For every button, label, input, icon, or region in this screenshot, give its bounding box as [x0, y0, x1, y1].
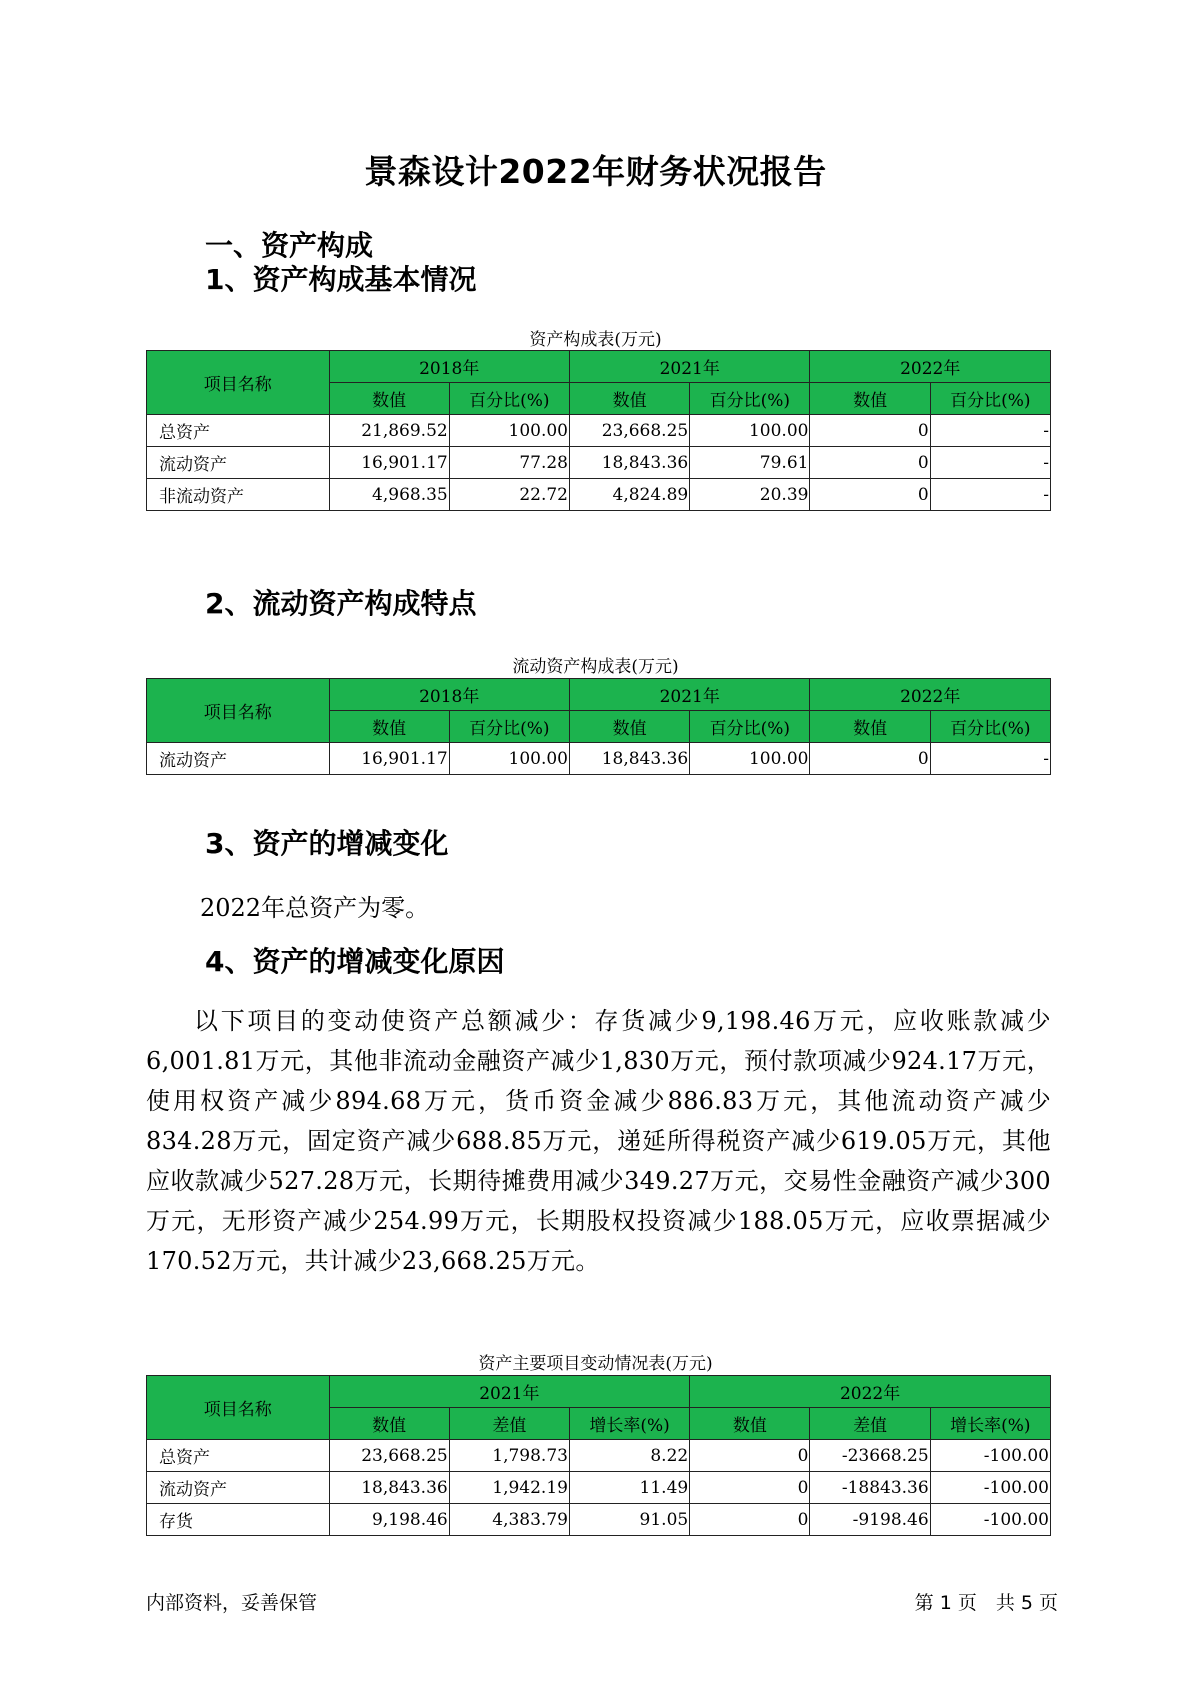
cell: -100.00: [930, 1504, 1050, 1536]
table-row: [147, 1504, 1051, 1536]
header-year: 2022年: [810, 679, 1051, 711]
row-name: 总资产: [147, 1440, 330, 1472]
cell: 91.05: [569, 1504, 689, 1536]
header-year: 2021年: [569, 679, 809, 711]
cell: -18843.36: [810, 1472, 930, 1504]
section-heading-asset-composition: 一、资产构成: [205, 229, 374, 262]
cell: 0: [690, 1440, 810, 1472]
header-year: 2018年: [329, 679, 569, 711]
header-value: 数值: [569, 383, 689, 415]
header-year: 2022年: [810, 351, 1051, 383]
cell: 100.00: [690, 415, 810, 447]
table-row: [147, 1472, 1051, 1504]
row-name: 存货: [147, 1504, 330, 1536]
cell: 16,901.17: [329, 447, 449, 479]
current-assets-table: [146, 678, 1051, 775]
header-value: 数值: [329, 383, 449, 415]
cell: -9198.46: [810, 1504, 930, 1536]
table3-caption: 资产主要项目变动情况表(万元): [478, 1354, 713, 1374]
cell: 1,798.73: [449, 1440, 569, 1472]
cell: 23,668.25: [569, 415, 689, 447]
cell: 22.72: [449, 479, 569, 511]
cell: 4,968.35: [329, 479, 449, 511]
table-row: [147, 1440, 1051, 1472]
row-name: 流动资产: [147, 743, 330, 775]
document-title: 景森设计2022年财务状况报告: [364, 152, 827, 191]
cell: 100.00: [449, 743, 569, 775]
header-value: 数值: [810, 383, 930, 415]
cell: -: [930, 479, 1050, 511]
cell: -: [930, 415, 1050, 447]
cell: -23668.25: [810, 1440, 930, 1472]
header-percent: 百分比(%): [690, 383, 810, 415]
cell: 18,843.36: [569, 447, 689, 479]
cell: 23,668.25: [329, 1440, 449, 1472]
row-name: 总资产: [147, 415, 330, 447]
change-reasons-paragraph: 以下项目的变动使资产总额减少：存货减少9,198.46万元，应收账款减少6,001.81万元，其他非流动金融资产减少1,830万元，预付款项减少924.17万元，使用权资产减少894.68万元，货币资金减少886.83万元，其他流动资产减少834.28万元，固定资产减少688.85万元，递延所得税资产减少619.05万元，其他应收款减少527.28万元，长期待摊费用减少349.27万元，交易性金融资产减少300万元，无形资产减少254.99万元，长期股权投资减少188.05万元，应收票据减少170.52万元，共计减少23,668.25万元。: [146, 1007, 1051, 1275]
asset-composition-table: [146, 350, 1051, 511]
header-percent: 百分比(%): [930, 711, 1050, 743]
subheading-current-assets: 2、流动资产构成特点: [205, 587, 477, 620]
row-name: 流动资产: [147, 447, 330, 479]
cell: 21,869.52: [329, 415, 449, 447]
cell: 18,843.36: [329, 1472, 449, 1504]
header-percent: 百分比(%): [449, 383, 569, 415]
header-percent: 百分比(%): [930, 383, 1050, 415]
asset-change-text: 2022年总资产为零。: [200, 894, 430, 922]
cell: 0: [810, 479, 930, 511]
row-name: 非流动资产: [147, 479, 330, 511]
cell: 0: [810, 743, 930, 775]
cell: 0: [690, 1504, 810, 1536]
cell: 0: [810, 415, 930, 447]
subheading-basic-situation: 1、资产构成基本情况: [205, 263, 477, 296]
header-value: 数值: [329, 1408, 449, 1440]
table-row: [147, 743, 1051, 775]
table-row: [147, 415, 1051, 447]
header-growth-rate: 增长率(%): [569, 1408, 689, 1440]
cell: 4,824.89: [569, 479, 689, 511]
cell: 16,901.17: [329, 743, 449, 775]
row-name: 流动资产: [147, 1472, 330, 1504]
header-percent: 百分比(%): [449, 711, 569, 743]
footer-page-number: 第 1 页 共 5 页: [914, 1592, 1058, 1614]
header-year: 2018年: [329, 351, 569, 383]
header-percent: 百分比(%): [690, 711, 810, 743]
cell: -100.00: [930, 1440, 1050, 1472]
cell: 77.28: [449, 447, 569, 479]
subheading-change-reasons: 4、资产的增减变化原因: [205, 945, 505, 978]
header-value: 数值: [690, 1408, 810, 1440]
header-item-name: 项目名称: [147, 351, 330, 415]
subheading-asset-change: 3、资产的增减变化: [205, 827, 449, 860]
cell: 8.22: [569, 1440, 689, 1472]
header-value: 数值: [329, 711, 449, 743]
header-value: 数值: [810, 711, 930, 743]
table-row: [147, 447, 1051, 479]
asset-change-table: [146, 1375, 1051, 1536]
cell: 9,198.46: [329, 1504, 449, 1536]
cell: 0: [690, 1472, 810, 1504]
cell: -100.00: [930, 1472, 1050, 1504]
cell: 11.49: [569, 1472, 689, 1504]
cell: 100.00: [690, 743, 810, 775]
cell: 1,942.19: [449, 1472, 569, 1504]
table-row: [147, 479, 1051, 511]
cell: 79.61: [690, 447, 810, 479]
header-year: 2022年: [690, 1376, 1051, 1408]
header-item-name: 项目名称: [147, 679, 330, 743]
header-year: 2021年: [329, 1376, 690, 1408]
cell: -: [930, 447, 1050, 479]
cell: 0: [810, 447, 930, 479]
footer-confidential: 内部资料，妥善保管: [146, 1592, 318, 1614]
cell: 4,383.79: [449, 1504, 569, 1536]
header-difference: 差值: [449, 1408, 569, 1440]
header-value: 数值: [569, 711, 689, 743]
header-year: 2021年: [569, 351, 809, 383]
cell: 20.39: [690, 479, 810, 511]
header-difference: 差值: [810, 1408, 930, 1440]
cell: 18,843.36: [569, 743, 689, 775]
cell: 100.00: [449, 415, 569, 447]
header-item-name: 项目名称: [147, 1376, 330, 1440]
header-growth-rate: 增长率(%): [930, 1408, 1050, 1440]
cell: -: [930, 743, 1050, 775]
table1-caption: 资产构成表(万元): [529, 330, 662, 350]
table2-caption: 流动资产构成表(万元): [512, 657, 679, 677]
